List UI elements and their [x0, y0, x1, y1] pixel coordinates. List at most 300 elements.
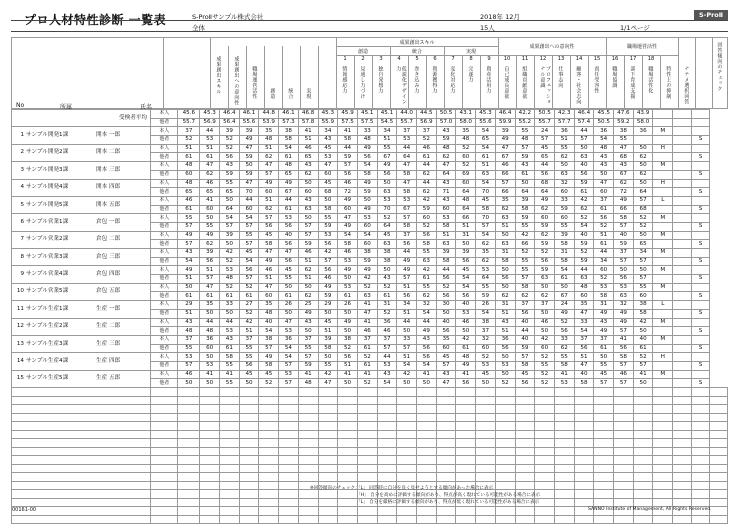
score-value: 43	[219, 162, 239, 171]
blank-cell	[219, 456, 239, 465]
score-value: 53	[436, 214, 456, 223]
other-label: 他者	[151, 222, 178, 231]
blank-cell	[633, 430, 653, 439]
score-value: 49	[259, 179, 279, 188]
score-value: 61	[357, 361, 377, 370]
col-header-chk: 特性上の抑制	[665, 66, 672, 99]
blank-cell	[12, 422, 151, 431]
score-value: 65	[279, 170, 299, 179]
score-value: 48	[178, 179, 200, 188]
score-value: 61	[279, 292, 299, 301]
score-value: 48	[298, 379, 318, 388]
score-value: 35	[574, 301, 594, 310]
blank-cell	[495, 405, 515, 414]
blank-cell	[417, 447, 437, 456]
blank-cell	[377, 439, 397, 448]
blank-cell	[397, 439, 417, 448]
score-value: 36	[594, 127, 614, 136]
blank-cell	[151, 464, 178, 473]
avg-value: 45.9	[338, 110, 358, 119]
blank-cell	[259, 456, 279, 465]
person-info	[12, 301, 151, 318]
person-name: 倉包 一郎	[96, 218, 121, 225]
score-value: 59	[318, 222, 338, 231]
person-name: 開本 五郎	[96, 201, 121, 208]
blank-cell	[219, 515, 239, 524]
avg-value: 57.5	[338, 118, 358, 127]
score-value: 56	[515, 379, 535, 388]
blank-cell	[710, 430, 728, 439]
blank-cell	[219, 464, 239, 473]
blank-cell	[594, 447, 614, 456]
score-value: 56	[377, 170, 397, 179]
score-value: 57	[338, 162, 358, 171]
person-no: 5	[20, 201, 24, 208]
score-value: 50	[633, 327, 653, 336]
score-value: 37	[614, 249, 634, 258]
report-date: 2018年 12月	[480, 13, 520, 21]
extra-cell: S	[691, 327, 710, 336]
blank-cell	[151, 456, 178, 465]
blank-cell	[710, 473, 728, 482]
score-value: 53	[318, 231, 338, 240]
col-num-18: 18	[647, 56, 655, 62]
person-no: 9	[20, 271, 24, 278]
score-value: 54	[476, 127, 496, 136]
blank-cell	[673, 515, 692, 524]
score-value: 62	[535, 205, 555, 214]
blank-cell	[554, 422, 574, 431]
col-header-5: 巻き込み力	[413, 66, 420, 94]
score-value: 52	[535, 249, 555, 258]
score-value: 61	[456, 344, 476, 353]
score-value: 50	[456, 327, 476, 336]
score-value: 56	[456, 379, 476, 388]
blank-cell	[279, 481, 299, 490]
blank-cell	[673, 481, 692, 490]
col-header-17: 部下育成支援	[629, 66, 636, 99]
blank-cell	[614, 388, 634, 397]
extra-cell	[691, 179, 710, 188]
score-value	[633, 136, 653, 145]
score-value: 56	[456, 292, 476, 301]
score-value: 40	[515, 335, 535, 344]
score-value: 50	[219, 309, 239, 318]
score-value: 35	[456, 127, 476, 136]
blank-cell	[200, 430, 220, 439]
score-value: 52	[357, 379, 377, 388]
score-value: 57	[239, 275, 259, 284]
blank-cell	[417, 422, 437, 431]
score-value: 60	[456, 153, 476, 162]
score-value: 40	[515, 318, 535, 327]
score-value: 51	[178, 309, 200, 318]
blank-cell	[633, 473, 653, 482]
col-num-10: 10	[503, 56, 511, 62]
blank-cell	[219, 447, 239, 456]
blank-cell	[691, 498, 710, 507]
blank-cell	[151, 447, 178, 456]
extra-cell: S	[691, 205, 710, 214]
score-value: 45	[456, 266, 476, 275]
score-value: 52	[594, 275, 614, 284]
avg-sel	[673, 118, 692, 127]
col-header-14: 顧客・社会志向	[575, 66, 582, 105]
score-value: 58	[633, 309, 653, 318]
extra-cell: S	[691, 170, 710, 179]
score-value: 67	[554, 292, 574, 301]
score-value: 45	[239, 249, 259, 258]
blank-cell	[495, 481, 515, 490]
blank-cell	[495, 507, 515, 516]
score-value: 46	[456, 318, 476, 327]
person-dept: サンプル開発5課	[26, 201, 69, 208]
score-value: 41	[417, 370, 437, 379]
score-value: 59	[515, 214, 535, 223]
score-value: 45	[318, 179, 338, 188]
blank-cell	[338, 396, 358, 405]
score-value: 37	[377, 335, 397, 344]
other-label: 他者	[151, 344, 178, 353]
score-value: 50	[633, 144, 653, 153]
check-flag	[653, 344, 673, 353]
col-num-7: 7	[451, 56, 455, 62]
score-value: 49	[397, 266, 417, 275]
blank-cell	[653, 490, 673, 499]
extra-cell: S	[691, 136, 710, 145]
blank-cell	[178, 422, 200, 431]
score-value: 54	[476, 231, 496, 240]
blank-cell	[535, 481, 555, 490]
score-value: 51	[495, 327, 515, 336]
blank-cell	[633, 498, 653, 507]
person-name: 開本 一郎	[96, 132, 121, 139]
score-value: 50	[397, 327, 417, 336]
data-table	[11, 109, 728, 524]
score-value: 56	[417, 353, 437, 362]
score-value: 59	[515, 344, 535, 353]
blank-cell	[594, 439, 614, 448]
score-value: 64	[476, 275, 496, 284]
score-value: 54	[279, 344, 299, 353]
score-value: 55	[298, 344, 318, 353]
score-value: 41	[357, 301, 377, 310]
score-value: 50	[554, 283, 574, 292]
score-value: 31	[594, 301, 614, 310]
score-value: 47	[259, 283, 279, 292]
score-value: 51	[259, 196, 279, 205]
score-value: 51	[377, 136, 397, 145]
score-value: 49	[417, 327, 437, 336]
score-value: 45	[535, 144, 555, 153]
col-num-6: 6	[433, 56, 437, 62]
avg-value: 45.3	[476, 110, 496, 119]
score-value: 24	[554, 301, 574, 310]
score-value: 64	[456, 205, 476, 214]
person-no: 8	[20, 253, 24, 260]
page-title: プロ人材特性診断 一覧表	[24, 13, 167, 27]
avg-value: 55.9	[318, 118, 338, 127]
score-value: 60	[200, 205, 220, 214]
score-value: 26	[338, 301, 358, 310]
score-value: 52	[377, 309, 397, 318]
blank-cell	[200, 490, 220, 499]
check-flag: M	[653, 127, 673, 136]
blank-cell	[12, 396, 151, 405]
col-num-14: 14	[575, 56, 583, 62]
blank-cell	[259, 396, 279, 405]
score-value: 50	[633, 379, 653, 388]
blank-cell	[710, 388, 728, 397]
score-value: 56	[495, 275, 515, 284]
score-value: 59	[535, 266, 555, 275]
avg-value: 50.5	[594, 118, 614, 127]
score-value: 56	[495, 344, 515, 353]
person-row-self	[12, 214, 728, 223]
avg-value: 45.1	[357, 110, 377, 119]
score-value: 50	[633, 231, 653, 240]
score-value: 54	[377, 379, 397, 388]
blank-cell	[574, 447, 594, 456]
avg-value: 55.7	[178, 118, 200, 127]
person-name: 生産 五郎	[96, 375, 121, 382]
score-value: 61	[515, 170, 535, 179]
blank-cell	[318, 456, 338, 465]
blank-cell	[476, 396, 496, 405]
blank-cell	[397, 422, 417, 431]
score-value: 54	[279, 353, 299, 362]
blank-cell	[417, 413, 437, 422]
score-value: 41	[357, 370, 377, 379]
blank-cell	[279, 456, 299, 465]
avg-value: 43.9	[633, 110, 653, 119]
score-value: 61	[279, 153, 299, 162]
blank-cell	[200, 515, 220, 524]
other-label: 他者	[151, 275, 178, 284]
col-label-dept: 所属	[60, 104, 73, 111]
self-label: 本人	[151, 179, 178, 188]
blank-cell	[298, 405, 318, 414]
col-num-8: 8	[469, 56, 473, 62]
score-value: 57	[535, 136, 555, 145]
avg-value: 56.4	[219, 118, 239, 127]
person-no: 6	[20, 218, 24, 225]
col-header-7: 変化対応力	[449, 66, 456, 94]
blank-cell	[495, 464, 515, 473]
blank-cell	[200, 396, 220, 405]
score-value: 50	[515, 179, 535, 188]
score-value: 58	[357, 170, 377, 179]
score-value: 57	[436, 361, 456, 370]
score-value: 54	[279, 144, 299, 153]
blank-cell	[691, 515, 710, 524]
check-flag	[653, 153, 673, 162]
col-header-8: 完遂力	[467, 66, 474, 83]
score-value: 42	[239, 318, 259, 327]
score-value: 62	[554, 153, 574, 162]
blank-cell	[239, 498, 259, 507]
blank-cell	[377, 430, 397, 439]
score-value: 52	[259, 379, 279, 388]
blank-cell	[495, 422, 515, 431]
person-info	[12, 370, 151, 387]
score-value: 44	[535, 162, 555, 171]
sel-cell	[673, 249, 692, 258]
score-value: 39	[456, 249, 476, 258]
score-value: 47	[397, 179, 417, 188]
score-value: 64	[633, 188, 653, 197]
person-no: 12	[16, 323, 24, 330]
score-value: 47	[200, 283, 220, 292]
person-info	[12, 179, 151, 196]
score-value: 50	[377, 179, 397, 188]
score-value: 51	[200, 144, 220, 153]
score-value: 58	[417, 240, 437, 249]
avg-value: 45.3	[318, 110, 338, 119]
score-value: 37	[239, 335, 259, 344]
score-value: 62	[436, 153, 456, 162]
score-value: 47	[397, 162, 417, 171]
blank-cell	[594, 490, 614, 499]
blank-cell	[653, 413, 673, 422]
score-value: 55	[417, 283, 437, 292]
blank-cell	[653, 481, 673, 490]
blank-cell	[239, 456, 259, 465]
score-value: 53	[279, 214, 299, 223]
score-value: 50	[397, 379, 417, 388]
blank-cell	[279, 498, 299, 507]
score-value: 57	[239, 240, 259, 249]
blank-cell	[178, 498, 200, 507]
blank-cell	[515, 515, 535, 524]
score-value: 56	[338, 170, 358, 179]
score-value: 41	[633, 370, 653, 379]
blank-cell	[673, 422, 692, 431]
blank-cell	[357, 430, 377, 439]
score-value: 46	[417, 144, 437, 153]
col-header-18: 職場活性化	[647, 66, 654, 94]
blank-cell	[515, 388, 535, 397]
blank-cell	[338, 498, 358, 507]
score-value: 43	[417, 335, 437, 344]
score-value: 62	[554, 344, 574, 353]
blank-cell	[318, 430, 338, 439]
score-value: 45	[279, 266, 299, 275]
check-flag: M	[653, 318, 673, 327]
avg-value: 55.6	[239, 118, 259, 127]
score-value: 37	[397, 127, 417, 136]
score-value: 67	[397, 205, 417, 214]
col-num-17: 17	[629, 56, 637, 62]
check-flag: M	[653, 249, 673, 258]
score-value: 44	[397, 318, 417, 327]
blank-cell	[279, 473, 299, 482]
score-value: 50	[318, 196, 338, 205]
blank-cell	[357, 473, 377, 482]
score-value: 60	[259, 188, 279, 197]
avg-value: 55.6	[476, 118, 496, 127]
score-value: 47	[318, 162, 338, 171]
person-row-self	[12, 162, 728, 171]
score-value: 60	[594, 188, 614, 197]
blank-cell	[633, 388, 653, 397]
score-value: 66	[614, 205, 634, 214]
score-value: 62	[476, 257, 496, 266]
score-value: 59	[219, 170, 239, 179]
score-value: 55	[554, 353, 574, 362]
blank-cell	[710, 396, 728, 405]
blank-cell	[219, 413, 239, 422]
score-value: 52	[338, 344, 358, 353]
blank-cell	[12, 464, 151, 473]
blank-cell	[574, 490, 594, 499]
score-value: 59	[614, 240, 634, 249]
blank-cell	[377, 413, 397, 422]
blank-cell	[691, 456, 710, 465]
score-value: 57	[495, 179, 515, 188]
other-label: 他者	[151, 240, 178, 249]
blank-cell	[12, 388, 151, 397]
score-value: 56	[594, 214, 614, 223]
col-num-9: 9	[487, 56, 491, 62]
score-value: 58	[219, 353, 239, 362]
blank-cell	[318, 413, 338, 422]
blank-cell	[318, 464, 338, 473]
blank-cell	[178, 396, 200, 405]
score-value: 49	[298, 309, 318, 318]
blank-cell	[456, 515, 476, 524]
group-workplace: 職場運営活性	[626, 44, 657, 50]
avg-value: 57.0	[436, 118, 456, 127]
score-value: 40	[574, 162, 594, 171]
blank-cell	[219, 430, 239, 439]
score-value: 60	[633, 292, 653, 301]
score-value: 58	[574, 379, 594, 388]
person-info	[12, 318, 151, 335]
score-value: 47	[200, 162, 220, 171]
blank-cell	[279, 430, 299, 439]
score-value: 61	[219, 292, 239, 301]
score-value: 51	[397, 309, 417, 318]
self-label: 本人	[151, 110, 178, 119]
score-value: 46	[535, 318, 555, 327]
blank-cell	[554, 473, 574, 482]
blank-row	[12, 439, 728, 448]
blank-cell	[495, 473, 515, 482]
extra-cell: S	[691, 240, 710, 249]
score-value: 55	[178, 214, 200, 223]
avg-value: 58.0	[633, 118, 653, 127]
blank-cell	[554, 396, 574, 405]
score-value: 37	[594, 335, 614, 344]
score-value: 37	[357, 335, 377, 344]
score-value: 55	[377, 144, 397, 153]
score-value: 44	[515, 327, 535, 336]
blank-cell	[239, 388, 259, 397]
score-value: 61	[338, 292, 358, 301]
extra-cell	[691, 127, 710, 136]
blank-cell	[495, 430, 515, 439]
blank-cell	[377, 396, 397, 405]
score-value: 45	[476, 196, 496, 205]
score-value: 38	[259, 335, 279, 344]
score-value: 48	[456, 136, 476, 145]
person-dept: サンプル開発3課	[26, 166, 69, 173]
score-value: 55	[279, 275, 299, 284]
score-value: 54	[417, 309, 437, 318]
score-value: 49	[338, 222, 358, 231]
blank-cell	[219, 473, 239, 482]
